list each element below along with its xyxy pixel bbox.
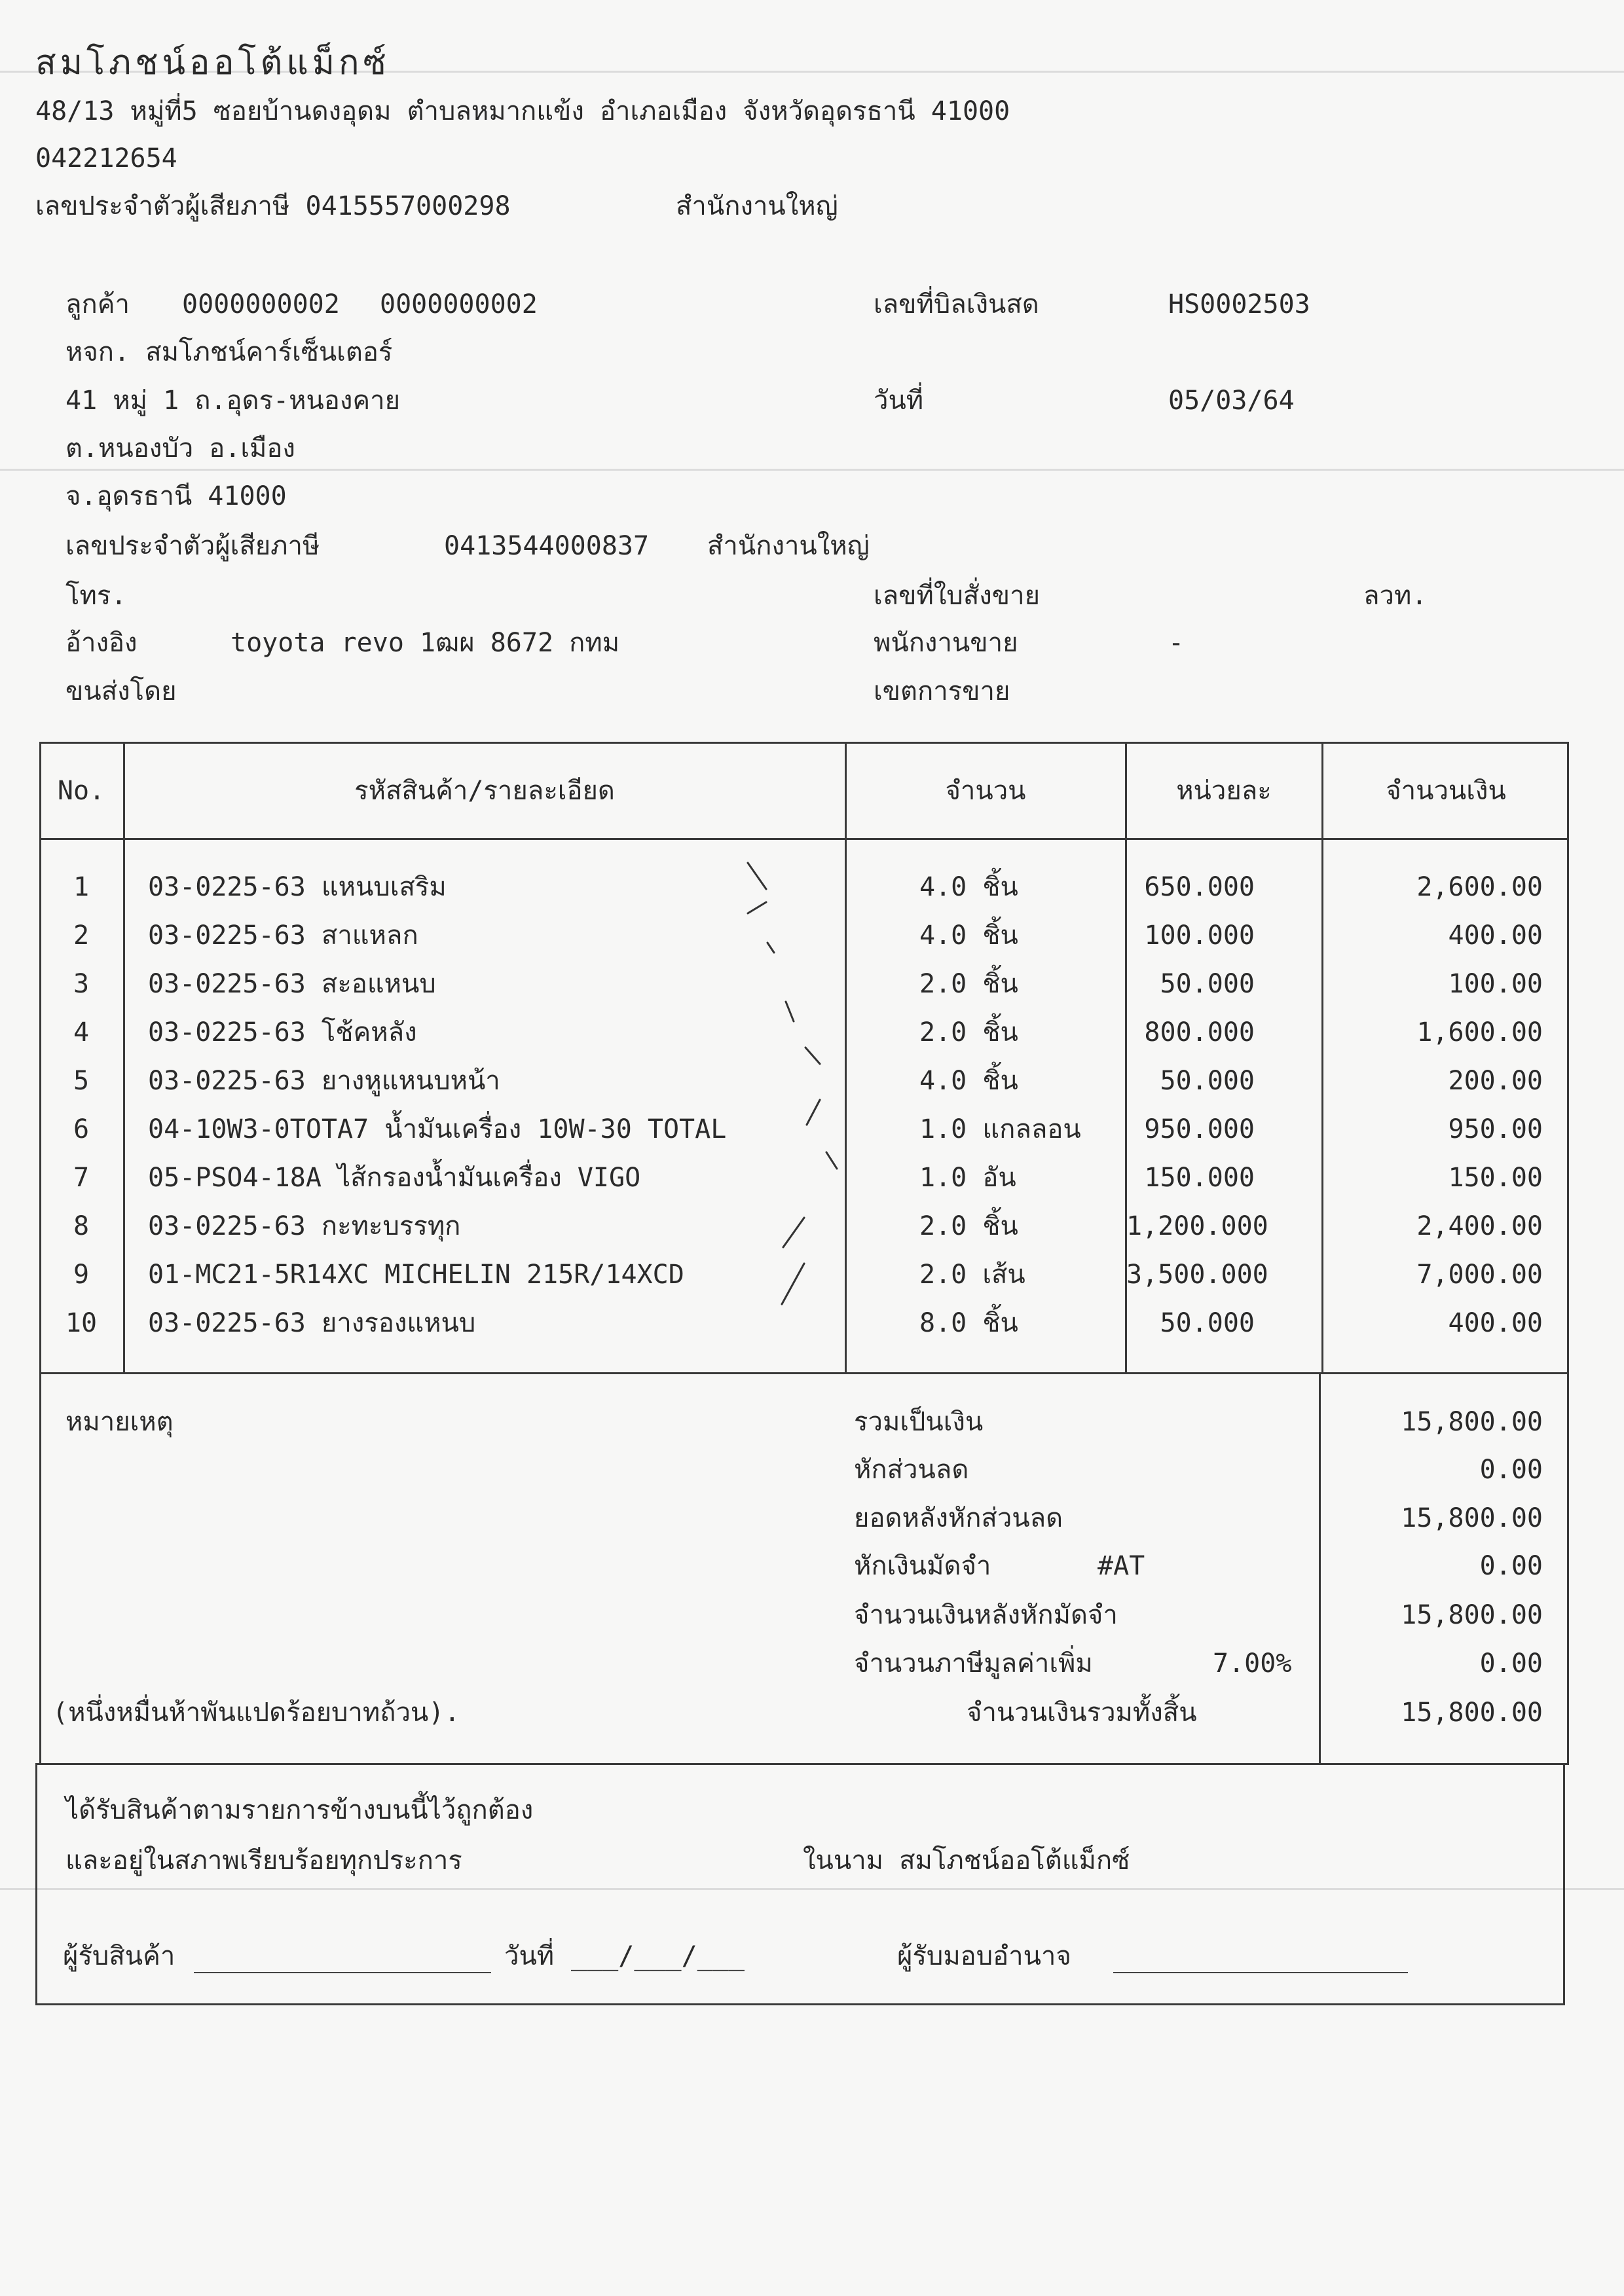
row-no: 4 (73, 1017, 90, 1048)
row-unit-price: 50.000 (1160, 969, 1255, 999)
discount-label: หักส่วนลด (854, 1455, 969, 1485)
row-quantity: 2.0 เส้น (919, 1260, 1025, 1290)
header-amount: จำนวนเงิน (1386, 776, 1506, 806)
receiver-date-blank[interactable]: ___/___/___ (571, 1941, 745, 1971)
row-no: 1 (73, 872, 90, 902)
row-no: 6 (73, 1114, 90, 1144)
after-deposit-value: 15,800.00 (1401, 1600, 1543, 1630)
vat-rate: 7.00% (1213, 1649, 1292, 1679)
row-description: 01-MC21-5R14XC MICHELIN 215R/14XCD (148, 1260, 684, 1290)
row-quantity: 1.0 แกลลอน (919, 1114, 1081, 1144)
row-description: 03-0225-63 ยางหูแหนบหน้า (148, 1066, 500, 1096)
row-unit-price: 150.000 (1144, 1163, 1255, 1193)
row-unit-price: 950.000 (1144, 1114, 1255, 1144)
receiver-label: ผู้รับสินค้า (63, 1941, 175, 1971)
check-mark (826, 1152, 837, 1169)
row-quantity: 8.0 ชิ้น (919, 1308, 1018, 1338)
received-line-2: และอยู่ในสภาพเรียบร้อยทุกประการ (65, 1846, 462, 1876)
row-quantity: 4.0 ชิ้น (919, 872, 1018, 902)
salesperson-value: - (1168, 628, 1185, 658)
sales-order-label: เลขที่ใบสั่งขาย (874, 581, 1041, 611)
row-unit-price: 50.000 (1160, 1308, 1255, 1338)
row-amount: 100.00 (1448, 969, 1543, 999)
received-line-1: ได้รับสินค้าตามรายการข้างบนนี้ไว้ถูกต้อง (65, 1795, 534, 1825)
subtotal-value: 15,800.00 (1401, 1407, 1543, 1437)
shipping-label: ขนส่งโดย (65, 676, 177, 706)
row-no: 3 (73, 969, 90, 999)
row-description: 03-0225-63 สาแหลก (148, 920, 418, 951)
company-phone: 042212654 (35, 143, 177, 173)
row-description: 03-0225-63 ยางรองแหนบ (148, 1308, 476, 1338)
check-mark (782, 1264, 804, 1304)
sales-order-value: ลวท. (1363, 581, 1428, 611)
receiver-signature-line[interactable] (194, 1972, 491, 1973)
row-description: 04-10W3-0TOTA7 น้ำมันเครื่อง 10W-30 TOTAL (148, 1114, 727, 1144)
company-address: 48/13 หมู่ที่5 ซอยบ้านดงอุดม ตำบลหมากแข้ง อำเภอเมือง จังหวัดอุดรธานี 41000 (35, 96, 1010, 126)
row-description: 05-PSO4-18A ไส้กรองน้ำมันเครื่อง VIGO (148, 1163, 641, 1193)
date-value: 05/03/64 (1168, 386, 1295, 416)
company-name: สมโภชน์ออโต้แม็กซ์ (35, 43, 390, 82)
after-deposit-label: จำนวนเงินหลังหักมัดจำ (854, 1600, 1118, 1630)
row-description: 03-0225-63 กะทะบรรทุก (148, 1211, 461, 1241)
row-unit-price: 650.000 (1144, 872, 1255, 902)
amount-in-words: (หนึ่งหมื่นห้าพันแปดร้อยบาทถ้วน). (52, 1698, 460, 1728)
header-quantity: จำนวน (945, 776, 1026, 806)
check-mark (805, 1048, 820, 1064)
check-mark (748, 863, 766, 889)
discount-value: 0.00 (1479, 1455, 1543, 1485)
customer-tax-id-label: เลขประจำตัวผู้เสียภาษี (65, 531, 320, 561)
customer-code-2: 0000000002 (380, 289, 538, 319)
deposit-value: 0.00 (1479, 1551, 1543, 1581)
check-mark (767, 943, 774, 953)
row-amount: 400.00 (1448, 1308, 1543, 1338)
on-behalf: ในนาม สมโภชน์ออโต้แม็กซ์ (803, 1846, 1130, 1876)
row-description: 03-0225-63 โช้คหลัง (148, 1017, 417, 1048)
customer-tax-id: 0413544000837 (444, 531, 650, 561)
row-quantity: 4.0 ชิ้น (919, 920, 1018, 951)
row-unit-price: 50.000 (1160, 1066, 1255, 1096)
customer-address-2: ต.หนองบัว อ.เมือง (65, 433, 295, 464)
row-no: 10 (65, 1308, 98, 1338)
row-amount: 150.00 (1448, 1163, 1543, 1193)
check-mark (786, 1002, 794, 1021)
bill-no: HS0002503 (1168, 289, 1310, 319)
row-quantity: 2.0 ชิ้น (919, 1017, 1018, 1048)
customer-label: ลูกค้า (65, 289, 130, 319)
row-amount: 1,600.00 (1416, 1017, 1543, 1048)
customer-phone-label: โทร. (65, 581, 127, 611)
date-label: วันที่ (874, 386, 924, 416)
deposit-code: #AT (1098, 1551, 1145, 1581)
summary-divider (1319, 1372, 1321, 1765)
row-quantity: 2.0 ชิ้น (919, 1211, 1018, 1241)
row-quantity: 4.0 ชิ้น (919, 1066, 1018, 1096)
check-mark (783, 1218, 804, 1247)
remark-label: หมายเหตุ (65, 1407, 174, 1437)
reference-label: อ้างอิง (65, 628, 138, 658)
row-no: 7 (73, 1163, 90, 1193)
bill-no-label: เลขที่บิลเงินสด (874, 289, 1039, 319)
header-description: รหัสสินค้า/รายละเอียด (354, 776, 615, 806)
row-unit-price: 1,200.000 (1126, 1211, 1268, 1241)
header-no: No. (57, 776, 105, 806)
customer-code-1: 0000000002 (182, 289, 340, 319)
salesperson-label: พนักงานขาย (874, 628, 1018, 658)
row-no: 2 (73, 920, 90, 951)
row-unit-price: 800.000 (1144, 1017, 1255, 1048)
row-amount: 200.00 (1448, 1066, 1543, 1096)
company-tax-id-value: 0415557000298 (305, 191, 511, 221)
vat-label: จำนวนภาษีมูลค่าเพิ่ม (854, 1649, 1093, 1679)
customer-branch: สำนักงานใหญ่ (707, 531, 870, 561)
row-amount: 2,400.00 (1416, 1211, 1543, 1241)
subtotal-label: รวมเป็นเงิน (854, 1407, 984, 1437)
row-amount: 950.00 (1448, 1114, 1543, 1144)
row-description: 03-0225-63 แหนบเสริม (148, 872, 447, 902)
authorized-label: ผู้รับมอบอำนาจ (897, 1941, 1071, 1971)
after-discount-label: ยอดหลังหักส่วนลด (854, 1503, 1063, 1533)
row-unit-price: 3,500.000 (1126, 1260, 1268, 1290)
row-amount: 2,600.00 (1416, 872, 1543, 902)
after-discount-value: 15,800.00 (1401, 1503, 1543, 1533)
sales-area-label: เขตการขาย (874, 676, 1010, 706)
row-amount: 400.00 (1448, 920, 1543, 951)
row-quantity: 1.0 อัน (919, 1163, 1016, 1193)
deposit-label: หักเงินมัดจำ (854, 1551, 991, 1581)
authorized-signature-line[interactable] (1113, 1972, 1408, 1973)
vat-value: 0.00 (1479, 1649, 1543, 1679)
header-unit-price: หน่วยละ (1176, 776, 1272, 806)
row-description: 03-0225-63 สะอแหนบ (148, 969, 436, 999)
receiver-date-label: วันที่ (504, 1941, 555, 1971)
row-quantity: 2.0 ชิ้น (919, 969, 1018, 999)
company-branch: สำนักงานใหญ่ (676, 191, 838, 221)
row-no: 5 (73, 1066, 90, 1096)
customer-address-3: จ.อุดรธานี 41000 (65, 481, 287, 511)
customer-address-1: 41 หมู่ 1 ถ.อุดร-หนองคาย (65, 386, 401, 416)
row-no: 9 (73, 1260, 90, 1290)
grand-total-label: จำนวนเงินรวมทั้งสิ้น (967, 1698, 1197, 1728)
reference-value: toyota revo 1ฒผ 8672 กทม (231, 628, 620, 658)
row-no: 8 (73, 1211, 90, 1241)
customer-name: หจก. สมโภชน์คาร์เซ็นเตอร์ (65, 337, 393, 367)
check-mark (748, 902, 766, 913)
company-tax-id-label: เลขประจำตัวผู้เสียภาษี (35, 191, 290, 221)
check-mark (807, 1100, 820, 1125)
row-amount: 7,000.00 (1416, 1260, 1543, 1290)
row-unit-price: 100.000 (1144, 920, 1255, 951)
grand-total-value: 15,800.00 (1401, 1698, 1543, 1728)
